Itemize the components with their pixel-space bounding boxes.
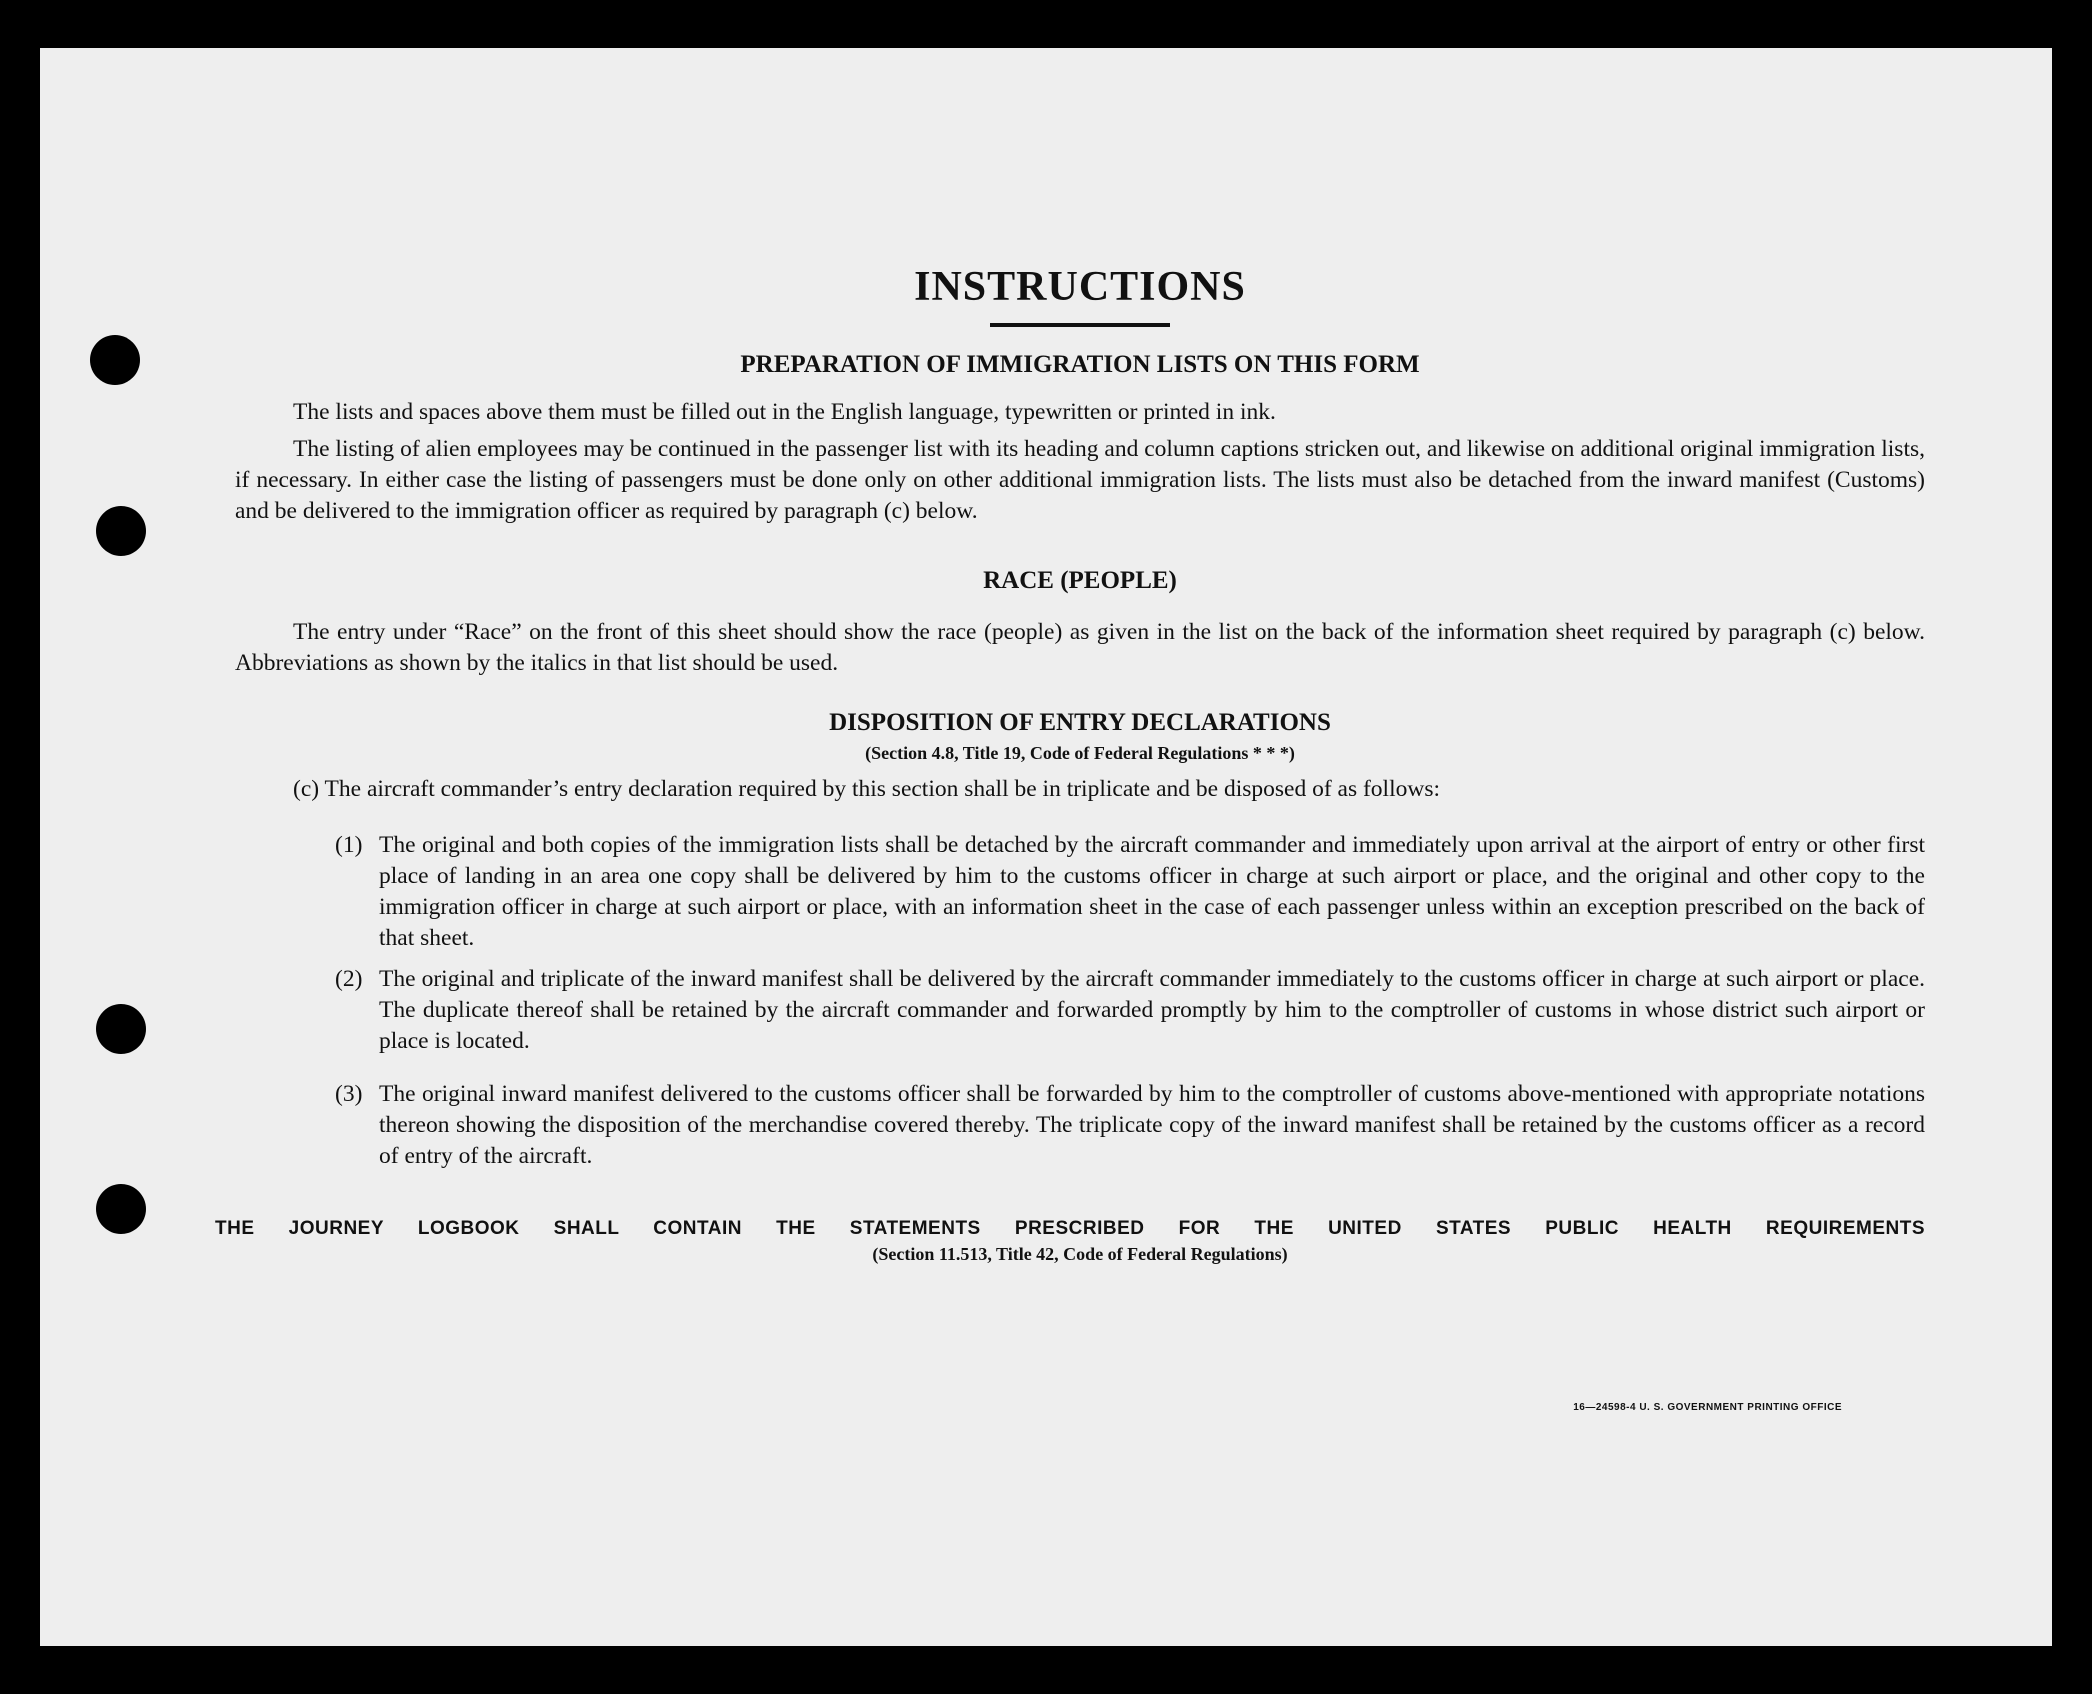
punch-hole-3	[96, 1004, 146, 1054]
preparation-paragraph-1: The lists and spaces above them must be filled out in the English language, typewritten or printed in ink.	[293, 399, 1276, 425]
footer-statement: THE JOURNEY LOGBOOK SHALL CONTAIN THE STATEMENTS PRESCRIBED FOR THE UNITED STATES PUBLIC HEALTH REQUIREMENTS	[215, 1218, 1925, 1239]
paragraph-c-text: The aircraft commander’s entry declaration required by this section shall be in triplicate and be disposed of as follows:	[324, 776, 1441, 802]
page-title: INSTRUCTIONS	[914, 264, 1246, 310]
preparation-heading: PREPARATION OF IMMIGRATION LISTS ON THIS FORM	[740, 351, 1420, 378]
race-heading: RACE (PEOPLE)	[983, 567, 1177, 594]
list-item	[335, 1079, 1925, 1172]
list-item	[335, 830, 1925, 954]
instructions-content	[215, 263, 1925, 1265]
disposition-citation: (Section 4.8, Title 19, Code of Federal Regulations * * *)	[865, 743, 1295, 763]
paragraph-c-label: (c)	[293, 776, 320, 802]
item-number: (1)	[335, 832, 363, 858]
punch-hole-2	[96, 506, 146, 556]
preparation-paragraph-2: The listing of alien employees may be continued in the passenger list with its heading and column captions stricken out, and likewise on additional original immigration lists, if necessary. In either case the listing of passengers must be done only on other additional immigration lists. The lists must also be detached from the inward manifest (Customs) and be delivered to the immigration officer as required by paragraph (c) below.	[235, 436, 1925, 524]
item-number: (3)	[335, 1081, 363, 1107]
list-item	[335, 964, 1925, 1057]
title-underline	[990, 323, 1170, 327]
punch-hole-1	[90, 335, 140, 385]
race-paragraph: The entry under “Race” on the front of this sheet should show the race (people) as given in the list on the back of the information sheet required by paragraph (c) below. Abbreviations as shown by the italics in that list should be used.	[235, 619, 1925, 676]
item-text: The original and both copies of the immigration lists shall be detached by the aircraft commander and immediately upon arrival at the airport of entry or other first place of landing in an area one copy shall be delivered by him to the customs officer in charge at such airport or place, and the original and other copy to the immigration officer in charge at such airport or place, with an information sheet in the case of each passenger unless within an exception prescribed on the back of that sheet.	[379, 832, 1925, 951]
item-number: (2)	[335, 966, 363, 992]
printer-mark: 16—24598-4 U. S. GOVERNMENT PRINTING OFFICE	[1573, 1402, 1842, 1413]
item-text: The original and triplicate of the inward manifest shall be delivered by the aircraft commander immediately to the customs officer in charge at such airport or place. The duplicate thereof shall be retained by the aircraft commander and forwarded promptly by him to the comptroller of customs in whose district such airport or place is located.	[379, 966, 1925, 1054]
item-text: The original inward manifest delivered to the customs officer shall be forwarded by him to the comptroller of customs above-mentioned with appropriate notations thereon showing the disposition of the merchandise covered thereby. The triplicate copy of the inward manifest shall be retained by the customs officer as a record of entry of the aircraft.	[379, 1081, 1925, 1169]
punch-hole-4	[96, 1184, 146, 1234]
disposition-heading: DISPOSITION OF ENTRY DECLARATIONS	[829, 709, 1331, 736]
footer-citation: (Section 11.513, Title 42, Code of Federal Regulations)	[872, 1244, 1288, 1264]
document-sheet	[40, 48, 2052, 1646]
paragraph-c	[293, 774, 1925, 805]
